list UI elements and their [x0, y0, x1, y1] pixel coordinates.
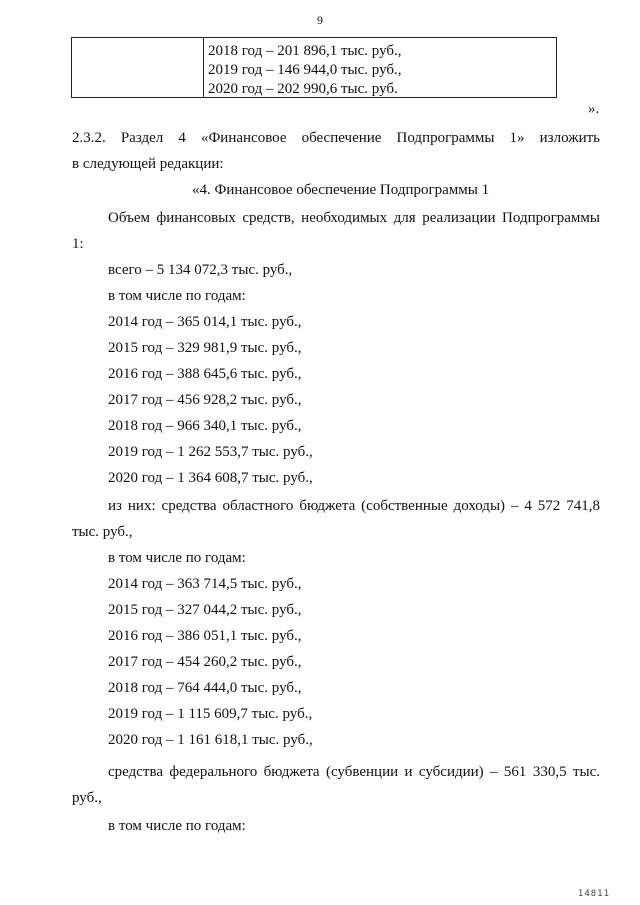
- regional-para-line-1: из них: средства областного бюджета (собственные доходы) – 4 572 741,8: [108, 498, 600, 514]
- regional-year-2016: 2016 год – 386 051,1 тыс. руб.,: [108, 628, 302, 644]
- regional-year-2014: 2014 год – 363 714,5 тыс. руб.,: [108, 576, 302, 592]
- regional-year-2019: 2019 год – 1 115 609,7 тыс. руб.,: [108, 706, 313, 722]
- regional-year-2020: 2020 год – 1 161 618,1 тыс. руб.,: [108, 732, 313, 748]
- federal-para-line-1: средства федерального бюджета (субвенции и субсидии) – 561 330,5 тыс.: [108, 764, 600, 780]
- regional-year-2015: 2015 год – 327 044,2 тыс. руб.,: [108, 602, 302, 618]
- total-year-2017: 2017 год – 456 928,2 тыс. руб.,: [108, 392, 302, 408]
- page-number: 9: [317, 13, 323, 27]
- table-line: 2020 год – 202 990,6 тыс. руб.: [208, 81, 398, 97]
- by-years-label: в том числе по годам:: [108, 818, 246, 834]
- total-year-2020: 2020 год – 1 364 608,7 тыс. руб.,: [108, 470, 313, 486]
- by-years-label: в том числе по годам:: [108, 288, 246, 304]
- footer-mark: 14811: [577, 889, 610, 899]
- funding-table: [71, 37, 557, 98]
- total-year-2014: 2014 год – 365 014,1 тыс. руб.,: [108, 314, 302, 330]
- table-line: 2019 год – 146 944,0 тыс. руб.,: [208, 62, 402, 78]
- total-year-2019: 2019 год – 1 262 553,7 тыс. руб.,: [108, 444, 313, 460]
- section-heading: «4. Финансовое обеспечение Подпрограммы 1: [192, 182, 490, 198]
- table-column-divider: [203, 38, 204, 97]
- by-years-label: в том числе по годам:: [108, 550, 246, 566]
- total-year-2015: 2015 год – 329 981,9 тыс. руб.,: [108, 340, 302, 356]
- table-line: 2018 год – 201 896,1 тыс. руб.,: [208, 43, 402, 59]
- total-year-2016: 2016 год – 388 645,6 тыс. руб.,: [108, 366, 302, 382]
- table-cell: [208, 42, 402, 99]
- section-intro-line-1: 2.3.2. Раздел 4 «Финансовое обеспечение Подпрограммы 1» изложить: [72, 130, 600, 146]
- total-line: всего – 5 134 072,3 тыс. руб.,: [108, 262, 293, 278]
- federal-para-line-2: руб.,: [72, 790, 102, 806]
- total-year-2018: 2018 год – 966 340,1 тыс. руб.,: [108, 418, 302, 434]
- closing-quote: ».: [588, 101, 600, 117]
- volume-para-line-1: Объем финансовых средств, необходимых для реализации Подпрограммы: [108, 210, 600, 226]
- regional-year-2018: 2018 год – 764 444,0 тыс. руб.,: [108, 680, 302, 696]
- regional-year-2017: 2017 год – 454 260,2 тыс. руб.,: [108, 654, 302, 670]
- regional-para-line-2: тыс. руб.,: [72, 524, 133, 540]
- section-intro-line-2: в следующей редакции:: [72, 156, 224, 172]
- volume-para-line-2: 1:: [72, 236, 84, 252]
